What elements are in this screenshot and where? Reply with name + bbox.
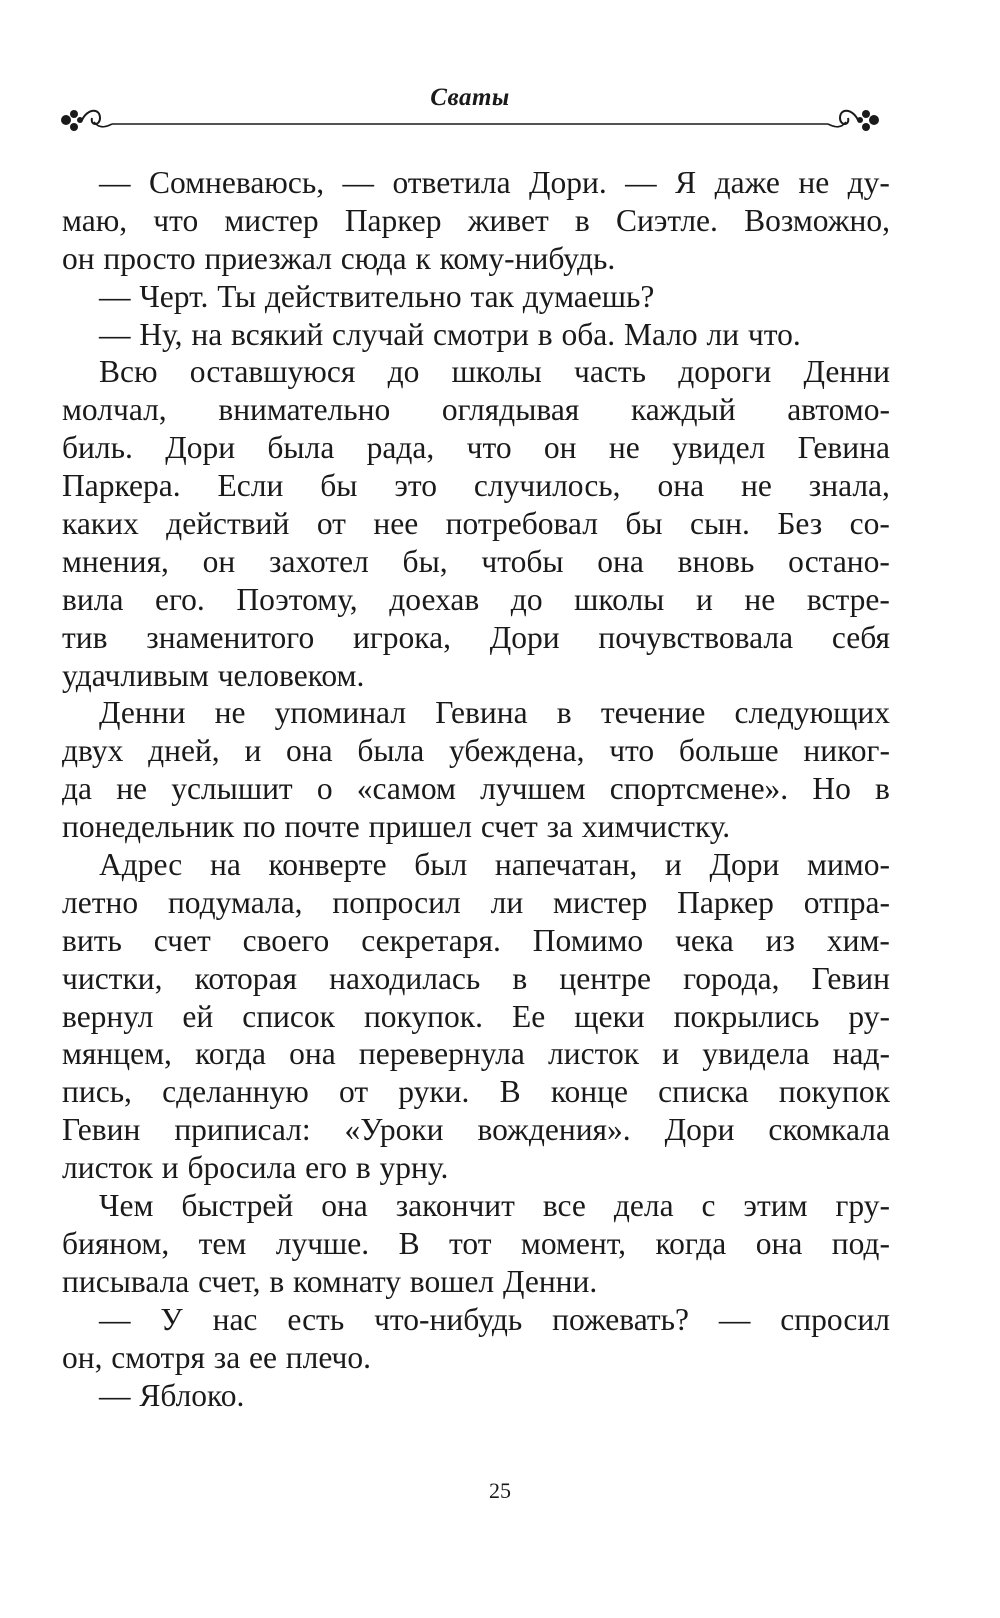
word: не — [741, 468, 772, 504]
text-line — [62, 998, 890, 1036]
word: покрылись — [673, 998, 820, 1034]
word: пись, — [62, 1074, 132, 1110]
word: Дори. — [529, 165, 607, 200]
word: мянцем, — [62, 1036, 172, 1072]
word: он — [202, 543, 236, 579]
word: когда — [655, 1225, 727, 1261]
word: этим — [743, 1188, 808, 1224]
word: чека — [675, 922, 734, 958]
word: не — [214, 695, 246, 731]
word: Сомневаюсь, — [148, 165, 325, 200]
word: каких — [62, 506, 139, 542]
left-flourish-icon — [61, 110, 112, 131]
word: ру- — [848, 998, 890, 1034]
word: Поэтому, — [236, 581, 358, 617]
word: урну. — [379, 1150, 449, 1186]
word: вождения». — [477, 1112, 631, 1148]
word: список — [242, 998, 335, 1034]
word: плечо. — [285, 1339, 372, 1375]
word: сделанную — [162, 1074, 309, 1110]
word: приезжал — [204, 240, 332, 276]
word: доехав — [389, 581, 480, 617]
text-line — [62, 1187, 890, 1225]
word: комнату — [293, 1263, 401, 1299]
word: — — [99, 316, 131, 352]
word: дела — [613, 1188, 674, 1224]
word: закончит — [395, 1188, 515, 1224]
text-line — [62, 846, 890, 884]
word: что. — [747, 316, 801, 352]
word: не — [798, 165, 830, 200]
word: бросила — [187, 1150, 297, 1186]
word: так — [470, 278, 514, 314]
word: в — [355, 1150, 371, 1186]
word: она — [289, 1036, 336, 1072]
word: нее — [373, 506, 419, 542]
word: — — [99, 1301, 131, 1337]
word: листок — [548, 1036, 639, 1072]
word: дороги — [678, 354, 772, 390]
word: почувствовала — [598, 619, 794, 655]
word: Денни. — [502, 1263, 598, 1299]
word: руки. — [398, 1074, 470, 1110]
word: не — [744, 581, 776, 617]
word: двух — [62, 733, 124, 769]
word: Паркер — [344, 202, 442, 238]
word: течение — [600, 695, 706, 731]
text-line — [62, 391, 890, 429]
word: конверте — [268, 847, 387, 883]
word: Ее — [511, 998, 546, 1034]
word: Всю — [99, 354, 158, 390]
word: Гевин — [811, 960, 890, 996]
word: хим- — [826, 922, 890, 958]
word: следующих — [734, 695, 890, 731]
word: себя — [831, 619, 890, 655]
word: Если — [217, 468, 284, 504]
word: центре — [559, 960, 651, 996]
word: ответила — [392, 165, 511, 200]
word: знала, — [808, 468, 890, 504]
word: игрока, — [353, 619, 451, 655]
text-line — [62, 694, 890, 732]
word: бы — [625, 506, 663, 542]
word: и — [662, 1036, 680, 1072]
word: Паркера. — [62, 468, 181, 504]
word: внимательно — [218, 392, 391, 428]
word: упоминал — [274, 695, 407, 731]
word: случай — [332, 316, 425, 352]
word: чистки, — [62, 960, 163, 996]
word: которая — [194, 960, 297, 996]
word: не — [116, 771, 148, 807]
word: школы — [574, 581, 665, 617]
word: счет — [153, 922, 211, 958]
text-line — [62, 1111, 890, 1149]
word: он, — [62, 1339, 103, 1375]
word: счет, — [198, 1263, 261, 1299]
word: она — [321, 1188, 368, 1224]
word: над- — [832, 1036, 890, 1072]
word: остано- — [788, 543, 890, 579]
word: увидел — [672, 430, 766, 466]
word: увидела — [702, 1036, 810, 1072]
word: мнения, — [62, 543, 169, 579]
text-line — [62, 1225, 890, 1263]
word: живет — [467, 202, 549, 238]
text-line — [62, 732, 890, 770]
text-line — [62, 657, 890, 695]
word: к — [415, 240, 431, 276]
word: за — [546, 809, 574, 845]
word: Гевина — [797, 430, 890, 466]
text-line — [62, 1073, 890, 1111]
word: покупок — [778, 1074, 890, 1110]
text-line — [62, 1377, 890, 1415]
word: тем — [198, 1225, 247, 1261]
word: листок — [62, 1150, 153, 1186]
text-line — [62, 960, 890, 998]
word: оба. — [561, 316, 616, 352]
word: нас — [212, 1301, 258, 1337]
word: в — [269, 1263, 285, 1299]
word: думаешь? — [522, 278, 655, 314]
word: действительно — [264, 278, 462, 314]
word: в — [537, 316, 553, 352]
word: и — [695, 581, 713, 617]
word: ду- — [847, 165, 890, 200]
text-line — [62, 543, 890, 581]
text-line — [62, 202, 890, 240]
text-line — [62, 884, 890, 922]
word: никог- — [803, 733, 890, 769]
word: удачливым — [62, 657, 209, 693]
word: своего — [242, 922, 330, 958]
word: почте — [284, 809, 360, 845]
word: сюда — [340, 240, 407, 276]
word: не — [608, 430, 640, 466]
word: случилось, — [473, 468, 621, 504]
word: вновь — [677, 543, 755, 579]
word: «самом — [356, 771, 456, 807]
word: под- — [831, 1225, 890, 1261]
word: гру- — [835, 1188, 890, 1224]
word: ее — [249, 1339, 277, 1375]
word: потребовал — [445, 506, 598, 542]
text-line — [62, 316, 890, 354]
word: щеки — [574, 998, 645, 1034]
word: знаменитого — [146, 619, 315, 655]
word: она — [286, 733, 333, 769]
word: покупок. — [363, 998, 483, 1034]
word: Чем — [99, 1188, 154, 1224]
page-number: 25 — [489, 1478, 511, 1503]
running-header — [60, 84, 880, 144]
word: В — [398, 1225, 420, 1261]
text-line — [62, 619, 890, 657]
word: У — [160, 1301, 183, 1337]
word: что — [609, 733, 655, 769]
word: она — [597, 543, 644, 579]
word: — — [718, 1301, 751, 1337]
word: оставшуюся — [189, 354, 356, 390]
header-ornament-rule — [60, 102, 880, 142]
word: в — [875, 771, 890, 807]
word: до — [510, 581, 543, 617]
word: вила — [62, 581, 124, 617]
word: она — [657, 468, 705, 504]
text-line — [62, 808, 890, 846]
word: тот — [449, 1225, 492, 1261]
word: бы, — [402, 543, 448, 579]
word: Денни — [99, 695, 186, 731]
word: оглядывая — [441, 392, 580, 428]
word: просто — [103, 240, 196, 276]
word: подумала, — [167, 884, 303, 920]
word: конце — [550, 1074, 628, 1110]
text-line — [62, 581, 890, 619]
word: В — [499, 1074, 521, 1110]
word: мистер — [224, 202, 319, 238]
word: он — [62, 240, 95, 276]
word: что-нибудь — [374, 1301, 523, 1337]
word: за — [213, 1339, 241, 1375]
word: писывала — [62, 1263, 190, 1299]
word: кому-нибудь. — [439, 240, 616, 276]
word: на — [191, 316, 223, 352]
word: Дори — [664, 1112, 735, 1148]
text-line — [62, 1149, 890, 1187]
word: убеждена, — [449, 733, 585, 769]
word: каждый — [630, 392, 736, 428]
word: больше — [678, 733, 779, 769]
text-line — [62, 429, 890, 467]
word: захотел — [269, 543, 369, 579]
word: была — [267, 430, 335, 466]
word: — — [625, 165, 657, 200]
word: Денни — [803, 354, 890, 390]
body-text — [62, 164, 890, 1414]
word: Дори — [489, 619, 560, 655]
word: чтобы — [481, 543, 564, 579]
word: вернул — [62, 998, 154, 1034]
word: — — [99, 1377, 131, 1413]
word: его. — [155, 581, 205, 617]
word: химчистку. — [581, 809, 731, 845]
word: он — [543, 430, 577, 466]
word: пришел — [368, 809, 473, 845]
word: автомо- — [787, 392, 890, 428]
word: да — [62, 771, 93, 807]
word: на — [209, 847, 241, 883]
word: и — [664, 847, 682, 883]
word: его — [305, 1150, 347, 1186]
right-flourish-icon — [828, 110, 879, 131]
word: приписал: — [174, 1112, 311, 1148]
text-line — [62, 278, 890, 316]
word: спортсмене». — [609, 771, 789, 807]
word: о — [316, 771, 333, 807]
word: Возможно, — [744, 202, 890, 238]
word: услышит — [171, 771, 293, 807]
word: школы — [451, 354, 542, 390]
word: человеком. — [217, 657, 365, 693]
word: Помимо — [532, 922, 644, 958]
text-line — [62, 1301, 890, 1339]
word: действий — [166, 506, 290, 542]
text-line — [62, 1035, 890, 1073]
word: Гевина — [435, 695, 528, 731]
word: Я — [675, 165, 697, 200]
word: она — [755, 1225, 803, 1261]
text-line — [62, 353, 890, 391]
word: вить — [62, 922, 122, 958]
word: — — [342, 165, 375, 200]
word: Дори — [709, 847, 780, 883]
word: счет — [480, 809, 538, 845]
word: скомкала — [768, 1112, 890, 1148]
text-line — [62, 240, 890, 278]
word: когда — [195, 1036, 266, 1072]
word: Мало — [623, 316, 698, 352]
text-line — [62, 505, 890, 543]
word: что — [153, 202, 199, 238]
word: лучшем — [480, 771, 586, 807]
word: в — [556, 695, 572, 731]
word: мистер — [553, 884, 648, 920]
running-title: Сваты — [430, 84, 510, 111]
word: бияном, — [62, 1225, 170, 1261]
word: всякий — [231, 316, 324, 352]
word: часть — [574, 354, 646, 390]
word: из — [765, 922, 795, 958]
word: есть — [287, 1301, 345, 1337]
word: Паркер — [677, 884, 774, 920]
word: и — [161, 1150, 179, 1186]
word: пожевать? — [552, 1301, 690, 1337]
word: попросил — [332, 884, 461, 920]
word: Ты — [217, 278, 257, 314]
word: — — [99, 165, 131, 200]
word: города, — [683, 960, 780, 996]
word: тив — [62, 619, 108, 655]
text-line — [62, 164, 890, 202]
word: — — [99, 278, 131, 314]
word: ли — [706, 316, 740, 352]
word: ей — [182, 998, 214, 1034]
word: отпра- — [803, 884, 890, 920]
word: все — [542, 1188, 586, 1224]
word: до — [387, 354, 420, 390]
word: в — [574, 202, 590, 238]
word: биль. — [62, 430, 133, 466]
text-line — [62, 467, 890, 505]
word: вошел — [409, 1263, 495, 1299]
word: в — [512, 960, 528, 996]
word: даже — [714, 165, 780, 200]
word: напечатан, — [494, 847, 638, 883]
word: рада, — [366, 430, 435, 466]
word: Без — [777, 506, 823, 542]
word: Но — [812, 771, 851, 807]
word: дней, — [148, 733, 220, 769]
word: и — [244, 733, 262, 769]
word: со- — [849, 506, 890, 542]
word: по — [242, 809, 276, 845]
word: момент, — [520, 1225, 627, 1261]
word: Адрес — [99, 847, 183, 883]
word: списка — [658, 1074, 749, 1110]
word: Яблоко. — [139, 1377, 245, 1413]
word: был — [414, 847, 468, 883]
word: Черт. — [139, 278, 209, 314]
word: быстрей — [181, 1188, 294, 1224]
word: от — [339, 1074, 369, 1110]
word: перевернула — [358, 1036, 525, 1072]
word: смотря — [111, 1339, 205, 1375]
word: это — [394, 468, 437, 504]
word: была — [357, 733, 425, 769]
word: бы — [320, 468, 358, 504]
word: понедельник — [62, 809, 235, 845]
word: спросил — [780, 1301, 890, 1337]
word: Сиэтле. — [615, 202, 718, 238]
text-line — [62, 922, 890, 960]
text-line — [62, 1339, 890, 1377]
word: находилась — [329, 960, 481, 996]
word: Дори — [165, 430, 236, 466]
word: смотри — [432, 316, 529, 352]
word: встре- — [806, 581, 890, 617]
word: молчал, — [62, 392, 167, 428]
word: с — [701, 1188, 716, 1224]
word: от — [316, 506, 346, 542]
word: лучше. — [275, 1225, 370, 1261]
word: Ну, — [139, 316, 183, 352]
text-line — [62, 770, 890, 808]
word: «Уроки — [344, 1112, 444, 1148]
word: ли — [490, 884, 524, 920]
word: летно — [62, 884, 139, 920]
word: сын. — [690, 506, 750, 542]
text-line — [62, 1263, 890, 1301]
word: мимо- — [807, 847, 890, 883]
word: секретаря. — [361, 922, 501, 958]
word: Гевин — [62, 1112, 141, 1148]
word: что — [466, 430, 512, 466]
word: маю, — [62, 202, 128, 238]
